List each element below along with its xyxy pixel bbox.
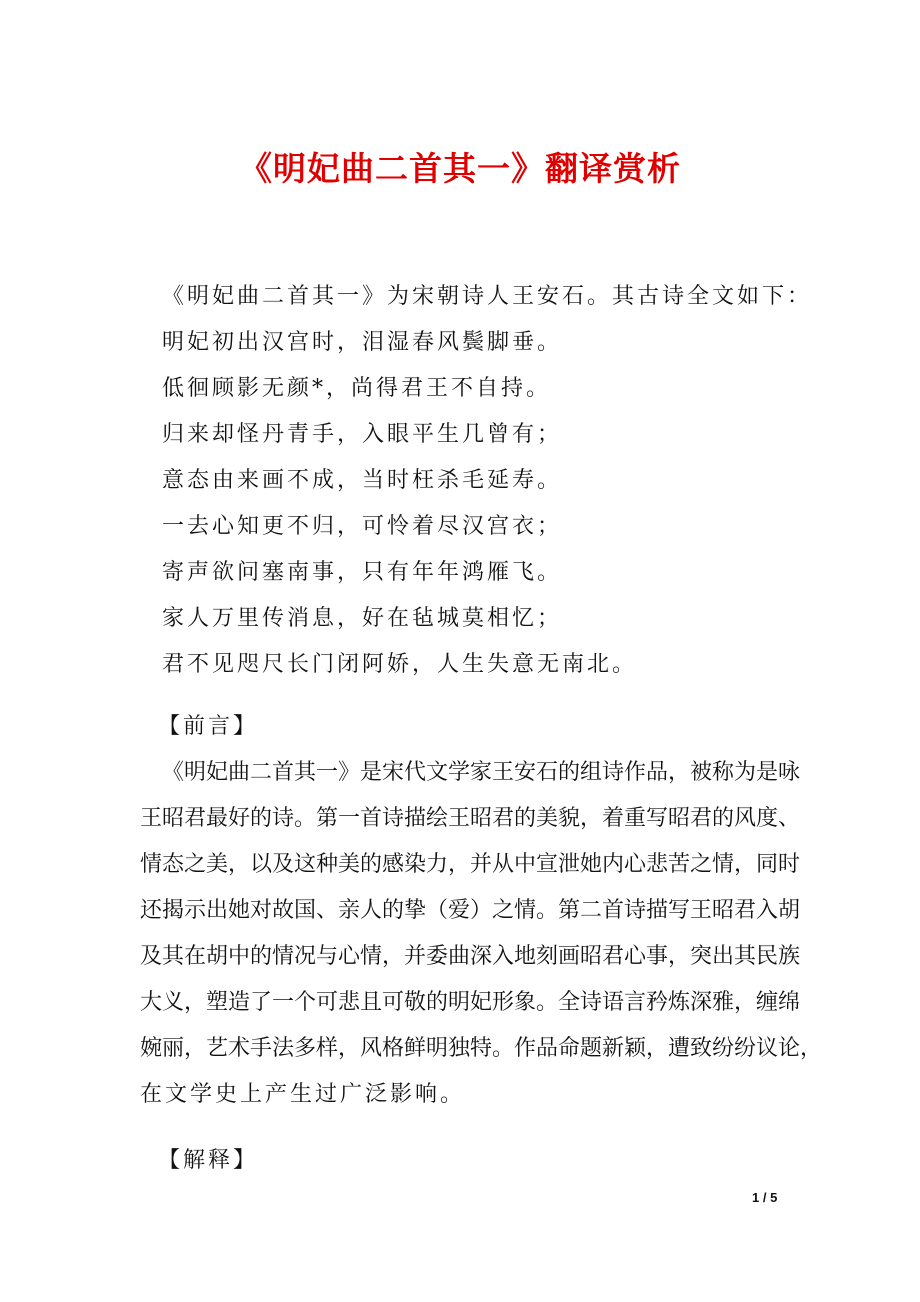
poem-line: 一去心知更不归，可怜着尽汉宫衣； xyxy=(162,514,563,539)
document-title: 《明妃曲二首其一》翻译赏析 xyxy=(239,149,681,188)
poem-line: 寄声欲问塞南事，只有年年鸿雁飞。 xyxy=(162,560,563,585)
preface-line: 情态之美，以及这种美的感染力，并从中宣泄她内心悲苦之情，同时 xyxy=(140,852,801,877)
preface-line: 还揭示出她对故国、亲人的挚（爱）之情。第二首诗描写王昭君入胡 xyxy=(140,898,801,923)
explanation-heading: 【解释】 xyxy=(158,1148,259,1173)
poem-line: 君不见咫尺长门闭阿娇，人生失意无南北。 xyxy=(162,652,638,677)
intro-text: 《明妃曲二首其一》为宋朝诗人王安石。其古诗全文如下： xyxy=(162,284,813,309)
preface-heading: 【前言】 xyxy=(158,714,259,739)
preface-line: 婉丽，艺术手法多样，风格鲜明独特。作品命题新颖，遭致纷纷议论， xyxy=(140,1036,823,1061)
preface-line: 《明妃曲二首其一》是宋代文学家王安石的组诗作品，被称为是咏 xyxy=(162,760,801,785)
poem-line: 意态由来画不成，当时枉杀毛延寿。 xyxy=(162,468,563,493)
poem-line: 家人万里传消息，好在毡城莫相忆； xyxy=(162,606,563,631)
preface-line: 王昭君最好的诗。第一首诗描绘王昭君的美貌，着重写昭君的风度、 xyxy=(140,806,801,831)
preface-line: 及其在胡中的情况与心情，并委曲深入地刻画昭君心事，突出其民族 xyxy=(140,944,801,969)
poem-line: 归来却怪丹青手，入眼平生几曾有； xyxy=(162,422,563,447)
preface-line: 大义，塑造了一个可悲且可敬的明妃形象。全诗语言矜炼深雅，缠绵 xyxy=(140,990,801,1015)
poem-line: 明妃初出汉宫时，泪湿春风鬓脚垂。 xyxy=(162,330,563,355)
preface-line: 在文学史上产生过广泛影响。 xyxy=(140,1082,466,1107)
page-number: 1 / 5 xyxy=(752,1190,778,1205)
poem-line: 低徊顾影无颜*，尚得君王不自持。 xyxy=(162,376,552,401)
